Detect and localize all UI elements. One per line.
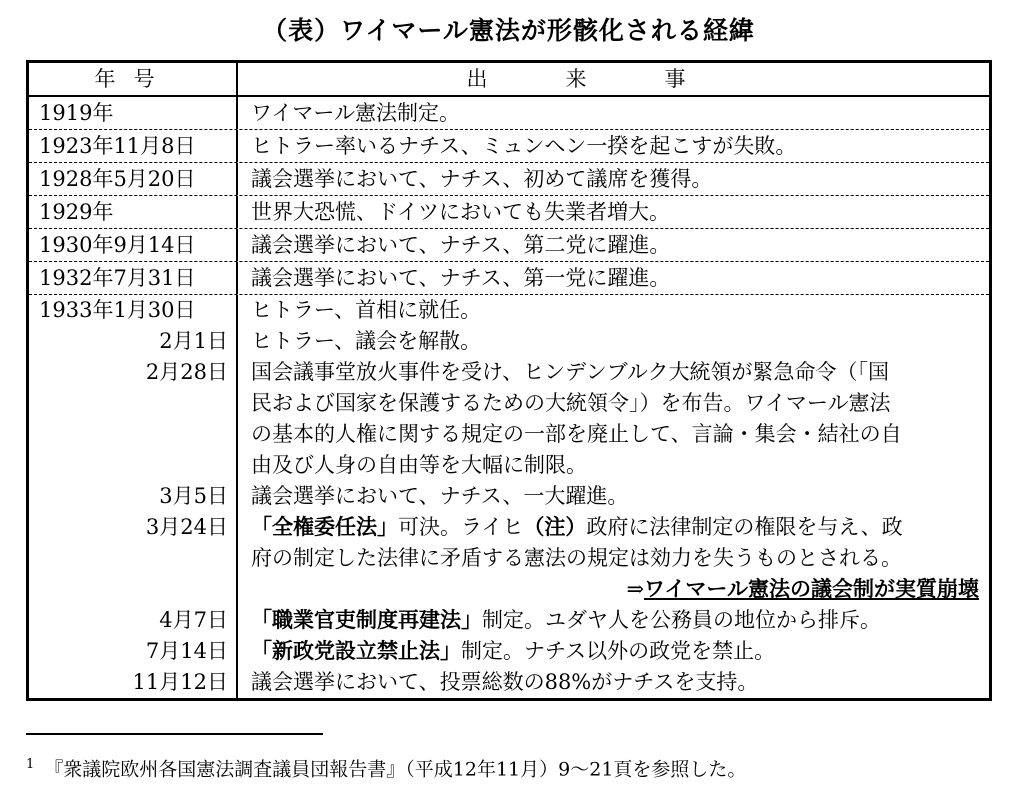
- header-event: 出来事: [466, 67, 764, 91]
- history-table: [26, 60, 992, 701]
- row-event: 議会選挙において、ナチス、初めて議席を獲得。: [251, 167, 713, 191]
- row-event: 議会選挙において、ナチス、第二党に躍進。: [251, 233, 671, 257]
- date-02-01: 2月1日: [159, 329, 228, 353]
- event-dissolution: ヒトラー、議会を解散。: [251, 329, 482, 353]
- conclusion-text: ワイマール憲法の議会制が実質崩壊: [644, 577, 979, 601]
- date-03-24: 3月24日: [145, 515, 228, 539]
- date-07-14: 7月14日: [145, 639, 228, 663]
- row-event: ワイマール憲法制定。: [251, 101, 460, 125]
- row-date: 1928年5月20日: [29, 163, 238, 195]
- events-1933: [238, 295, 989, 698]
- header-year: 年号: [29, 63, 238, 95]
- event-reichstag-fire-line1: 国会議事堂放火事件を受け、ヒンデンブルク大統領が緊急命令（「国: [251, 360, 889, 384]
- event-election-november: 議会選挙において、投票総数の88%がナチスを支持。: [251, 670, 759, 694]
- enabling-act-name: 「全権委任法」: [251, 515, 398, 539]
- dates-1933: [29, 295, 238, 698]
- event-pm-appointment: ヒトラー、首相に就任。: [251, 298, 482, 322]
- footnote: [26, 752, 746, 782]
- note-mark: （注）: [523, 515, 587, 539]
- event-conclusion: [251, 574, 979, 605]
- table-row: [29, 228, 989, 261]
- table-row: [29, 195, 989, 228]
- table-row: [29, 162, 989, 195]
- footnote-text: 『衆議院欧州各国憲法調査議員団報告書』（平成12年11月）9～21頁を参照した。: [44, 758, 747, 781]
- table-row: [29, 129, 989, 162]
- row-date: 1929年: [29, 196, 238, 228]
- table-row-1933: [29, 294, 989, 698]
- event-election-march: 議会選挙において、ナチス、一大躍進。: [251, 484, 629, 508]
- row-date: 1932年7月31日: [29, 262, 238, 294]
- row-event: ヒトラー率いるナチス、ミュンヘン一揆を起こすが失敗。: [251, 134, 797, 158]
- table-header: [29, 63, 989, 95]
- event-reichstag-fire-line2: 民および国家を保護するための大統領令」）を布告。ワイマール憲法: [251, 391, 891, 415]
- event-enabling-act-line2: 府の制定した法律に矛盾する憲法の規定は効力を失うものとされる。: [251, 546, 902, 570]
- date-11-12: 11月12日: [132, 670, 228, 694]
- row-event: 世界大恐慌、ドイツにおいても失業者増大。: [251, 200, 670, 224]
- event-civil-service-law: 「職業官吏制度再建法」制定。ユダヤ人を公務員の地位から排斥。: [251, 608, 881, 632]
- row-date: 1923年11月8日: [29, 130, 238, 162]
- date-04-07: 4月7日: [159, 608, 228, 632]
- date-1933-01-30: 1933年1月30日: [39, 298, 196, 322]
- row-date: 1930年9月14日: [29, 229, 238, 261]
- date-03-05: 3月5日: [159, 484, 228, 508]
- table-row: [29, 95, 989, 129]
- event-reichstag-fire-line3: の基本的人権に関する規定の一部を廃止して、言論・集会・結社の自: [251, 422, 902, 446]
- table-title: （表）ワイマール憲法が形骸化される経緯: [262, 16, 755, 45]
- footnote-rule: [26, 733, 323, 735]
- event-enabling-act: 「全権委任法」可決。ライヒ（注）政府に法律制定の権限を与え、政: [251, 515, 903, 539]
- event-reichstag-fire-line4: 由及び人身の自由等を大幅に制限。: [251, 453, 587, 477]
- row-event: 議会選挙において、ナチス、第一党に躍進。: [251, 266, 671, 290]
- arrow-icon: ⇒: [626, 577, 645, 601]
- row-date: 1919年: [29, 97, 238, 129]
- date-02-28: 2月28日: [145, 360, 228, 384]
- table-row: [29, 261, 989, 294]
- event-party-ban-law: 「新政党設立禁止法」制定。ナチス以外の政党を禁止。: [251, 639, 776, 663]
- footnote-mark: 1: [26, 757, 35, 772]
